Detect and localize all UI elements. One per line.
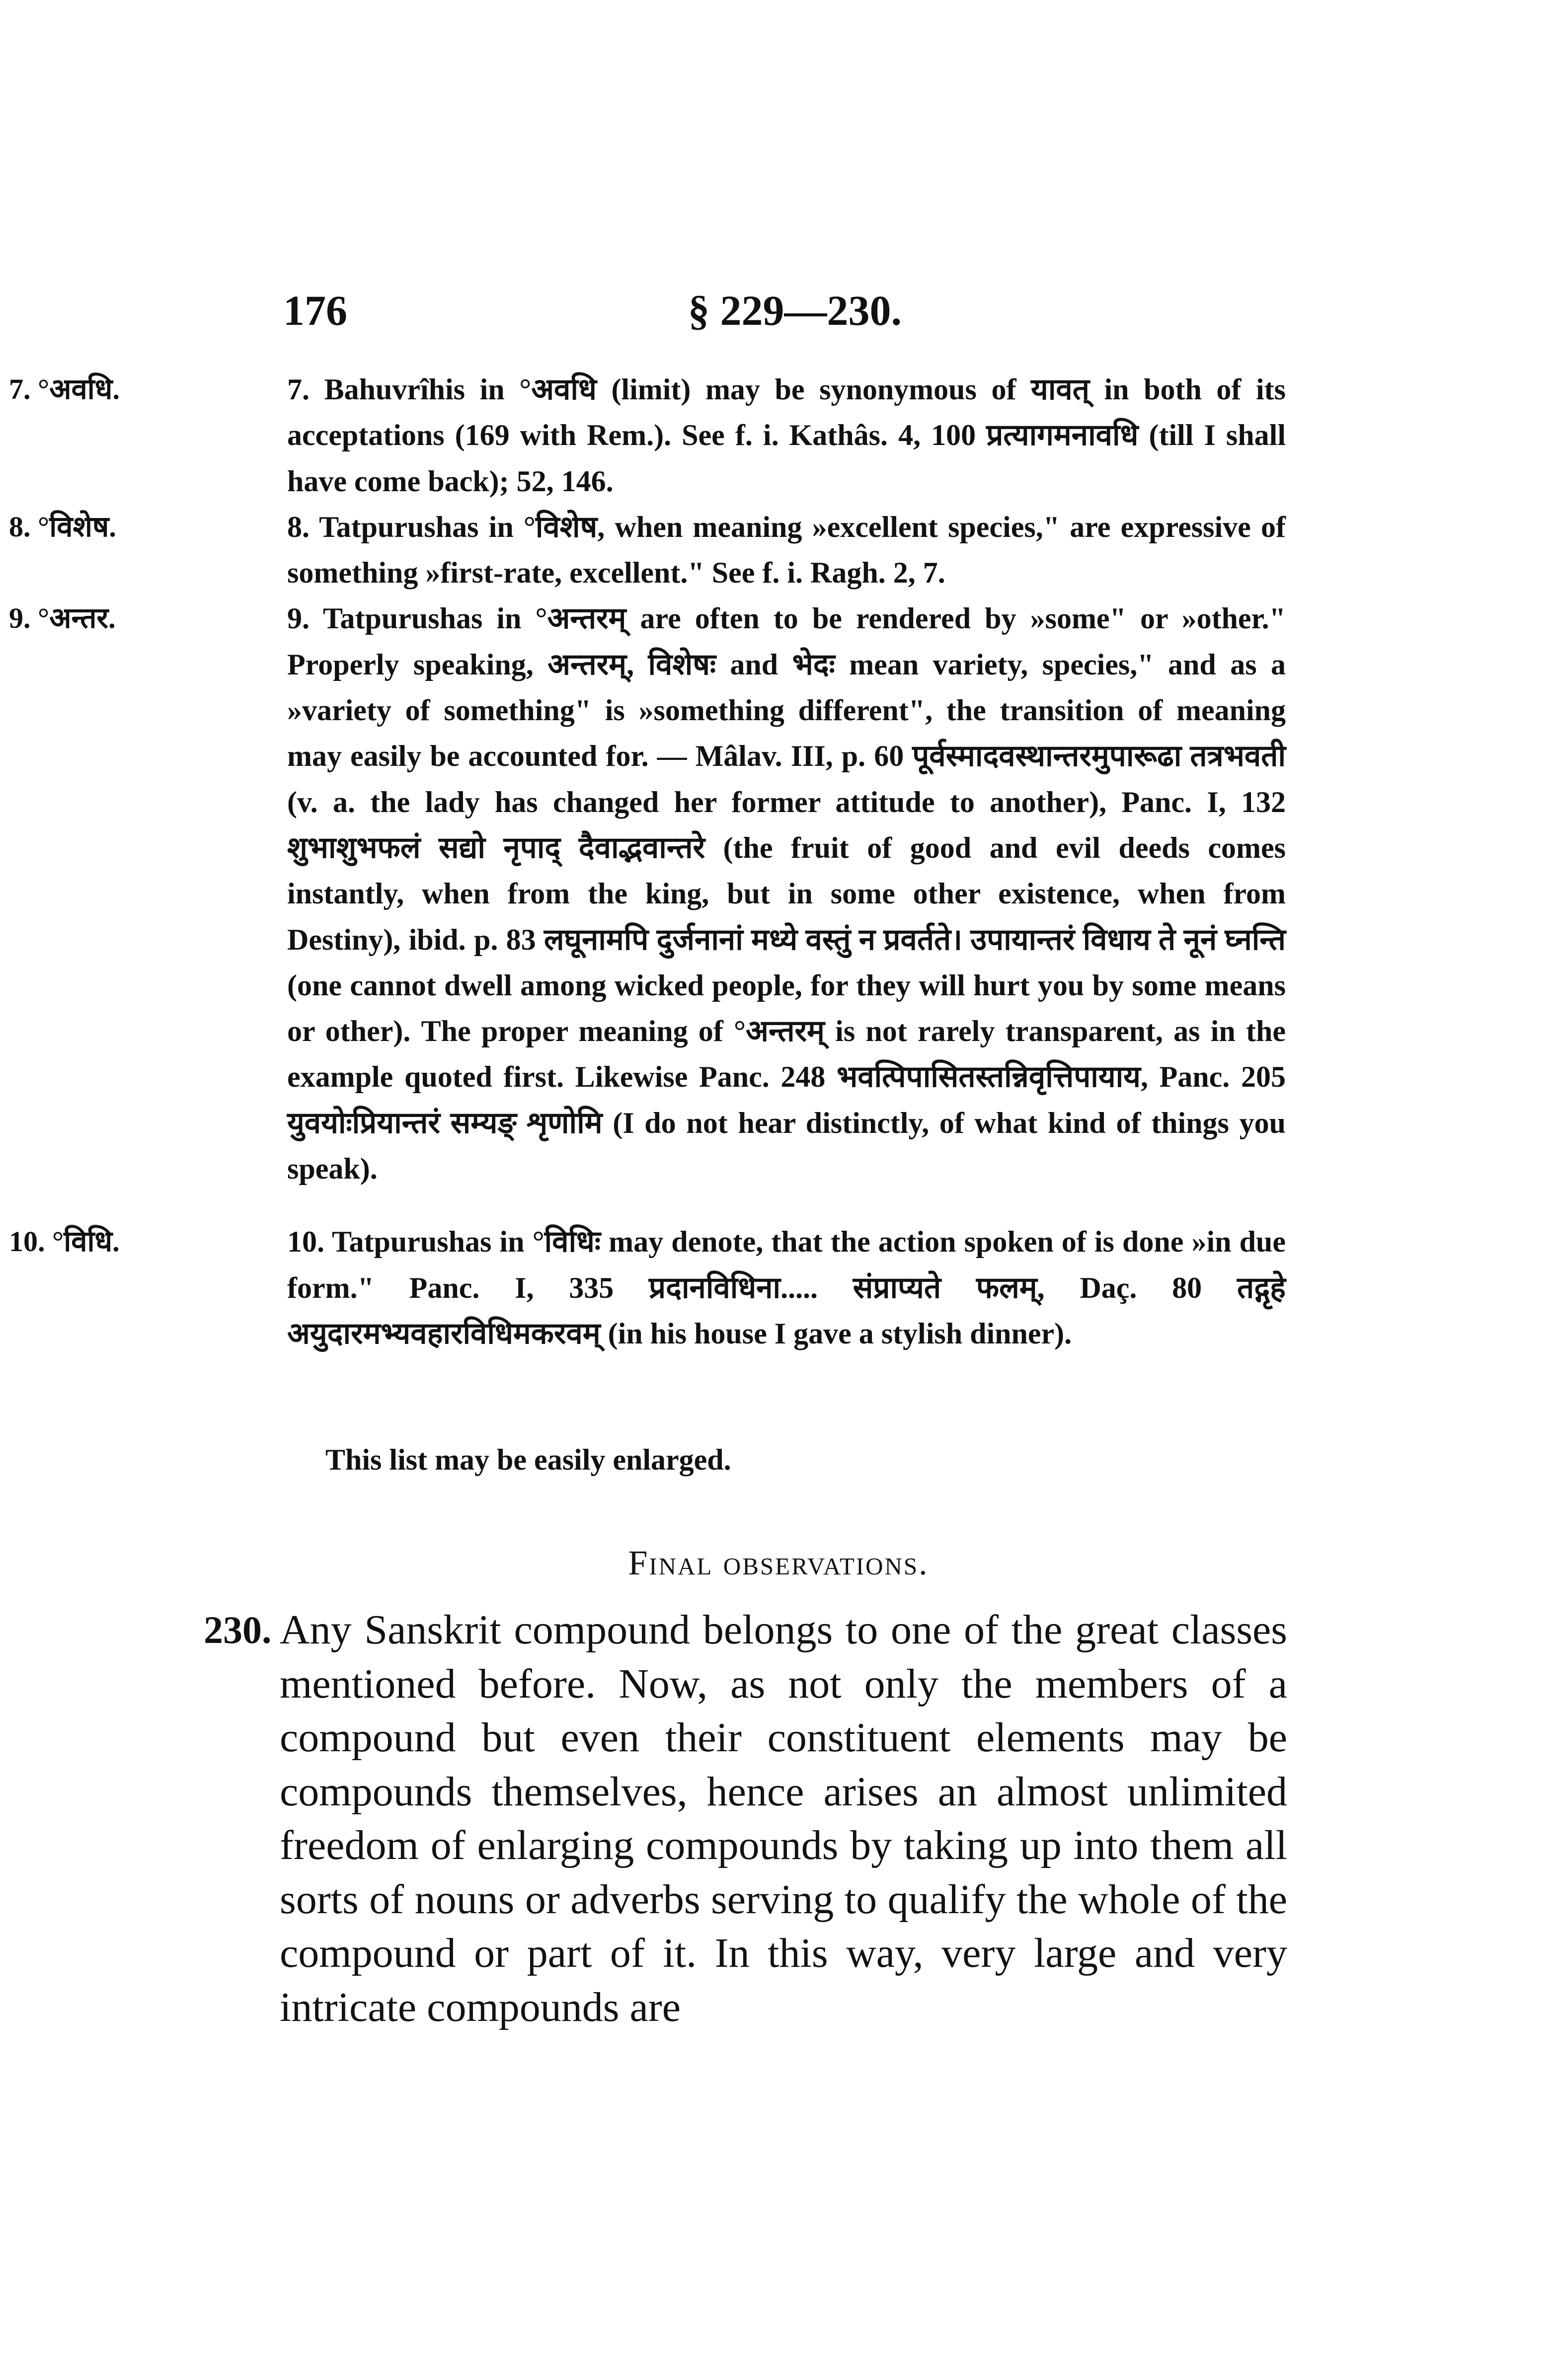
list-closing-line: This list may be easily enlarged. <box>325 1443 731 1476</box>
section-reference: § 229—230. <box>688 287 902 334</box>
note-text: 10. Tatpurushas in °विधिः may denote, that the action spoken of is done »in due form." Panc. I, 335 प्रदानविधिना..... संप्राप्यते फलम्, Daç. 80 तद्गृहे अयुदारमभ्यवहारविधिमकरवम् (in his house I gave a stylish dinner). <box>287 1225 1286 1350</box>
page-number: 176 <box>283 287 347 334</box>
note-9 <box>9 595 1286 1191</box>
note-10 <box>9 1219 1286 1356</box>
notes-block <box>9 367 1286 1356</box>
section-heading-text: Final observations. <box>628 1544 929 1582</box>
note-text: 8. Tatpurushas in °विशेष, when meaning »excellent species," are expressive of something »first-rate, excellent." See f. i. Ragh. 2, 7. <box>287 510 1286 590</box>
note-text: 7. Bahuvrîhis in °अवधि (limit) may be synonymous of यावत् in both of its acceptations (169 with Rem.). See f. i. Kathâs. 4, 100 प्रत्यागमनावधि (till I shall have come back); 52, 146. <box>287 373 1286 498</box>
note-text: 9. Tatpurushas in °अन्तरम् are often to be rendered by »some" or »other." Properly speaking, अन्तरम्, विशेषः and भेदः mean variety, species," and as a »variety of something" is »something different", the transition of meaning may easily be accounted for. — Mâlav. III, p. 60 पूर्वस्मादवस्थान्तरमुपारूढा तत्रभवती (v. a. the lady has changed her former attitude to another), Panc. I, 132 शुभाशुभफलं सद्यो नृपाद् दैवाद्भवान्तरे (the fruit of good and evil deeds comes instantly, when from the king, but in some other existence, when from Destiny), ibid. p. 83 लघूनामपि दुर्जनानां मध्ये वस्तुं न प्रवर्तते। उपायान्तरं विधाय ते नूनं घ्नन्ति (one cannot dwell among wicked people, for they will hurt you by some means or other). The proper meaning of °अन्तरम् is not rarely transparent, as in the example quoted first. Likewise Panc. 248 भवत्पिपासितस्तन्निवृत्तिपायाय, Panc. 205 युवयोःप्रियान्तरं सम्यङ् शृणोमि (I do not hear distinctly, of what kind of things you speak). <box>287 602 1286 1186</box>
running-header <box>283 286 1297 340</box>
margin-label: 8. °विशेष. <box>9 510 116 543</box>
section-heading <box>0 1544 1557 1583</box>
margin-label: 7. °अवधि. <box>9 373 120 405</box>
note-7 <box>9 367 1286 504</box>
paragraph-number: 230. <box>204 1608 272 1651</box>
paragraph-text: Any Sanskrit compound belongs to one of the great classes mentioned before. Now, as not only the members of a compound but even their constituent elements may be compounds themselves, hence arises an almost unlimited freedom of enlarging compounds by taking up into them all sorts of nouns or adverbs serving to qualify the whole of the compound or part of it. In this way, very large and very intricate compounds are <box>280 1607 1287 2030</box>
paragraph-230 <box>204 1603 1287 2034</box>
margin-label: 10. °विधि. <box>9 1225 120 1258</box>
margin-label: 9. °अन्तर. <box>9 602 116 635</box>
note-8 <box>9 504 1286 596</box>
